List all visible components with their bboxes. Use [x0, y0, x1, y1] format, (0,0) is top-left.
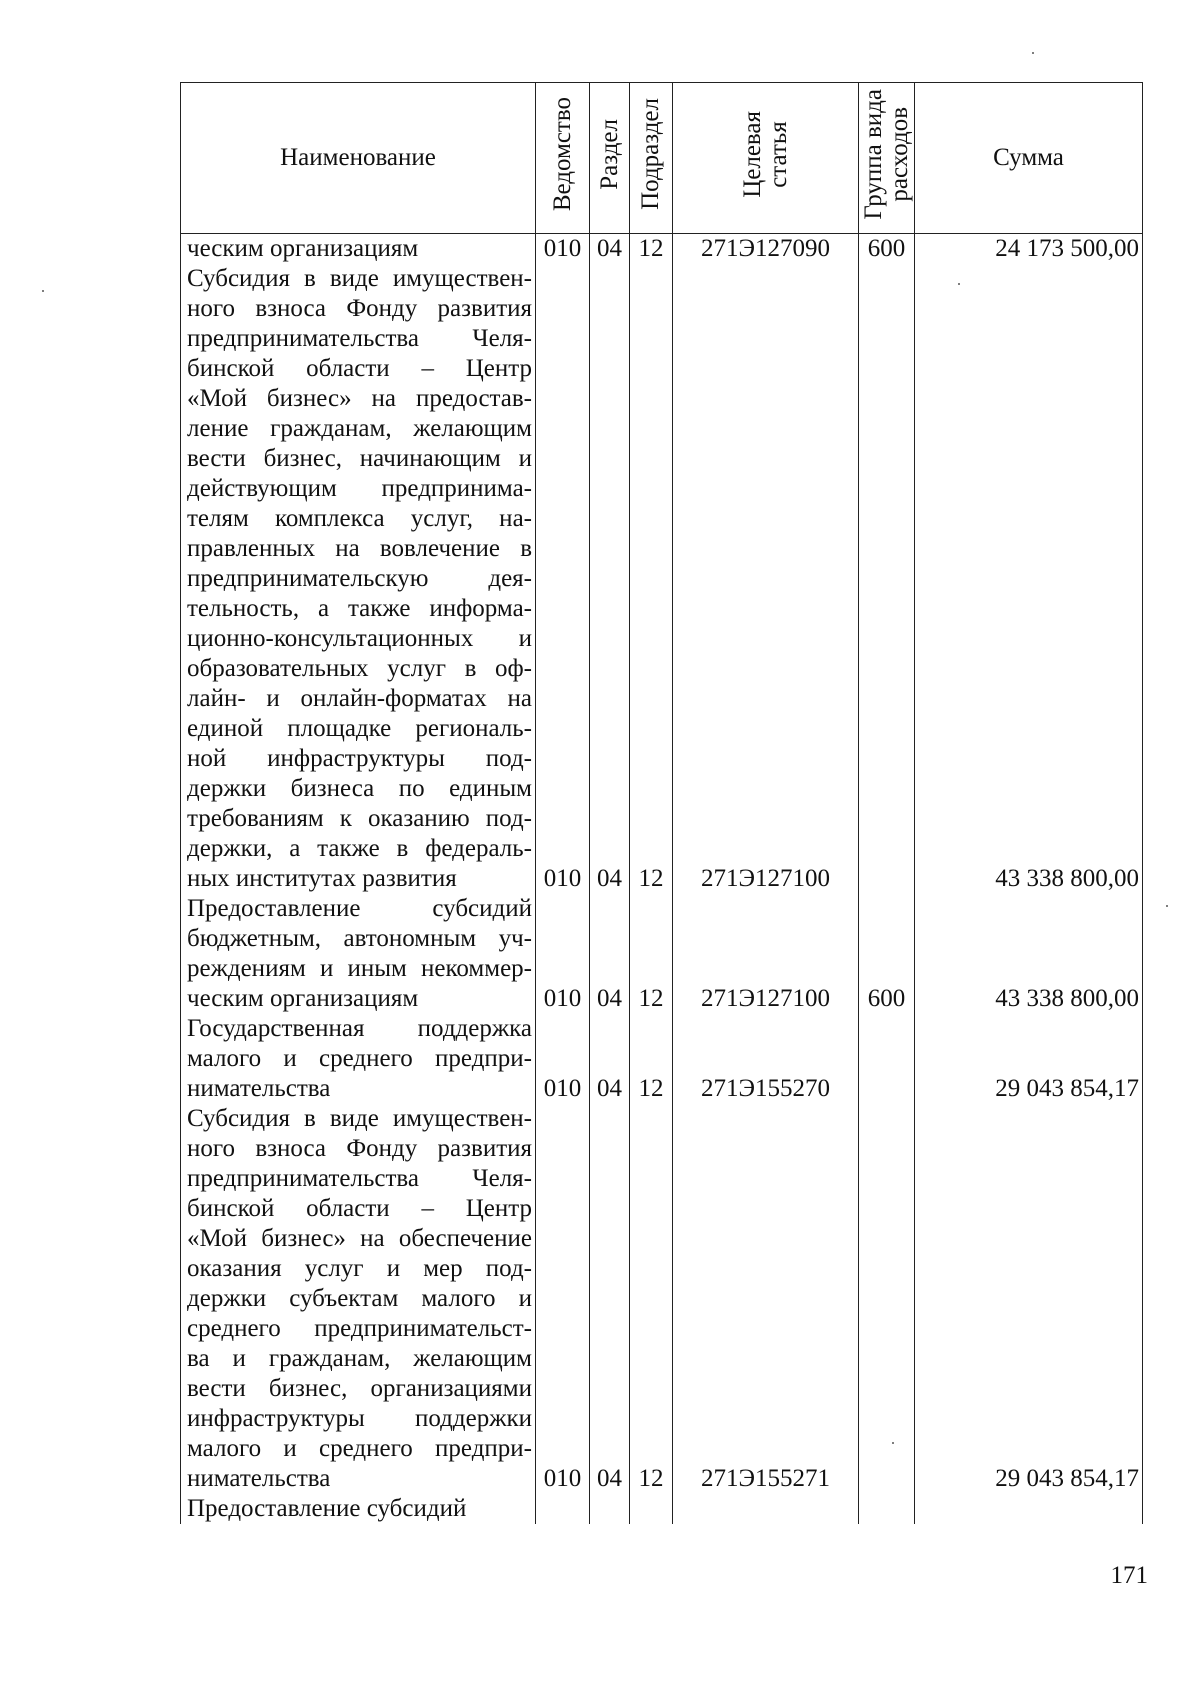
row-podrazdel [630, 1494, 673, 1524]
row-vedomstvo: 010 [536, 234, 590, 265]
row-name-line: ческим организациям [187, 235, 419, 262]
budget-table-grid [180, 82, 1143, 1524]
row-podrazdel: 12 [630, 1104, 673, 1494]
row-vedomstvo: 010 [536, 1104, 590, 1494]
row-name-line: малого и среднего предпри- [187, 1045, 532, 1072]
row-name-line: нимательства [187, 1075, 331, 1102]
row-name-line: ческим организациям [187, 985, 419, 1012]
row-vedomstvo: 010 [536, 1014, 590, 1104]
row-name-line: вести бизнес, начинающим и [187, 445, 532, 472]
row-name-line: бинской области – Центр [187, 1195, 532, 1222]
row-name-line: среднего предпринимательст- [187, 1315, 532, 1342]
row-name-line: вести бизнес, организациями [187, 1375, 532, 1402]
row-name-line: Предоставление субсидий [187, 1495, 467, 1522]
scan-speck [958, 283, 960, 285]
row-gruppa-vida-rashodov [859, 264, 915, 894]
row-name-line: ва и гражданам, желающим [187, 1345, 532, 1372]
header-vedomstvo: Ведомство [536, 83, 590, 234]
row-name-line: образовательных услуг в оф- [187, 655, 532, 682]
row-razdel: 04 [590, 264, 630, 894]
row-name-line: ного взноса Фонду развития [187, 295, 532, 322]
row-razdel: 04 [590, 1014, 630, 1104]
row-summa: 43 338 800,00 [915, 264, 1143, 894]
row-name-line: Предоставление субсидий [187, 895, 532, 922]
header-tselevaya-statya: Целевая статья [673, 83, 859, 234]
header-podrazdel: Подраздел [630, 83, 673, 234]
row-name-line: лайн- и онлайн-форматах на [187, 685, 532, 712]
page-number: 171 [1110, 1562, 1148, 1589]
row-name-line: предпринимательства Челя- [187, 325, 532, 352]
header-summa: Сумма [915, 83, 1143, 234]
row-razdel [590, 1494, 630, 1524]
row-name-line: Субсидия в виде имуществен- [187, 1105, 532, 1132]
row-name-line: ного взноса Фонду развития [187, 1135, 532, 1162]
header-name: Наименование [181, 83, 536, 234]
row-name [181, 1494, 536, 1524]
row-name-line: держки бизнеса по единым [187, 775, 532, 802]
row-podrazdel: 12 [630, 234, 673, 265]
row-name-line: оказания услуг и мер под- [187, 1255, 532, 1282]
row-tselevaya-statya: 271Э127090 [673, 234, 859, 265]
row-name-line: нимательства [187, 1465, 331, 1492]
table-header-row [181, 83, 1143, 234]
header-razdel: Раздел [590, 83, 630, 234]
row-summa: 29 043 854,17 [915, 1014, 1143, 1104]
row-name-line: реждениям и иным некоммер- [187, 955, 532, 982]
scan-speck [42, 290, 44, 292]
row-summa: 29 043 854,17 [915, 1104, 1143, 1494]
row-tselevaya-statya [673, 1494, 859, 1524]
row-vedomstvo: 010 [536, 264, 590, 894]
table-row [181, 234, 1143, 265]
row-podrazdel: 12 [630, 894, 673, 1014]
row-tselevaya-statya: 271Э155270 [673, 1014, 859, 1104]
row-tselevaya-statya: 271Э127100 [673, 264, 859, 894]
row-gruppa-vida-rashodov [859, 1104, 915, 1494]
row-name-line: ционно-консультационных и [187, 625, 532, 652]
row-podrazdel: 12 [630, 1014, 673, 1104]
table-body [181, 234, 1143, 1525]
table-row [181, 1494, 1143, 1524]
scan-speck [892, 1442, 894, 1444]
row-name-line: бюджетным, автономным уч- [187, 925, 532, 952]
row-name-line: бинской области – Центр [187, 355, 532, 382]
row-name [181, 894, 536, 1014]
row-razdel: 04 [590, 894, 630, 1014]
scan-speck [1166, 905, 1168, 907]
row-name [181, 264, 536, 894]
row-name-line: «Мой бизнес» на предостав- [187, 385, 532, 412]
row-gruppa-vida-rashodov [859, 1014, 915, 1104]
row-gruppa-vida-rashodov: 600 [859, 894, 915, 1014]
row-name-line: держки, а также в федераль- [187, 835, 532, 862]
row-gruppa-vida-rashodov [859, 1494, 915, 1524]
row-name-line: правленных на вовлечение в [187, 535, 532, 562]
header-gruppa-vida-rashodov: Группа вида расходов [859, 83, 915, 234]
row-name-line: действующим предпринима- [187, 475, 532, 502]
row-name-line: предпринимательства Челя- [187, 1165, 532, 1192]
row-name-line: ной инфраструктуры под- [187, 745, 532, 772]
row-tselevaya-statya: 271Э127100 [673, 894, 859, 1014]
row-name-line: телям комплекса услуг, на- [187, 505, 532, 532]
table-row [181, 264, 1143, 894]
scan-speck [1032, 52, 1034, 54]
row-name-line: «Мой бизнес» на обеспечение [187, 1225, 532, 1252]
budget-table [180, 82, 1143, 1524]
row-name-line: тельность, а также информа- [187, 595, 532, 622]
row-summa: 24 173 500,00 [915, 234, 1143, 265]
row-name [181, 1014, 536, 1104]
table-row [181, 894, 1143, 1014]
table-row [181, 1104, 1143, 1494]
row-name-line: малого и среднего предпри- [187, 1435, 532, 1462]
row-razdel: 04 [590, 1104, 630, 1494]
row-razdel: 04 [590, 234, 630, 265]
row-name-line: инфраструктуры поддержки [187, 1405, 532, 1432]
row-name-line: держки субъектам малого и [187, 1285, 532, 1312]
row-name-line: Государственная поддержка [187, 1015, 532, 1042]
row-name [181, 234, 536, 265]
table-row [181, 1014, 1143, 1104]
row-name-line: Субсидия в виде имуществен- [187, 265, 532, 292]
row-name-line: ных институтах развития [187, 865, 457, 892]
row-vedomstvo [536, 1494, 590, 1524]
row-summa: 43 338 800,00 [915, 894, 1143, 1014]
row-name-line: единой площадке региональ- [187, 715, 532, 742]
row-name [181, 1104, 536, 1494]
row-gruppa-vida-rashodov: 600 [859, 234, 915, 265]
row-name-line: требованиям к оказанию под- [187, 805, 532, 832]
row-vedomstvo: 010 [536, 894, 590, 1014]
row-podrazdel: 12 [630, 264, 673, 894]
row-summa [915, 1494, 1143, 1524]
row-name-line: предпринимательскую дея- [187, 565, 532, 592]
row-name-line: ление гражданам, желающим [187, 415, 532, 442]
row-tselevaya-statya: 271Э155271 [673, 1104, 859, 1494]
